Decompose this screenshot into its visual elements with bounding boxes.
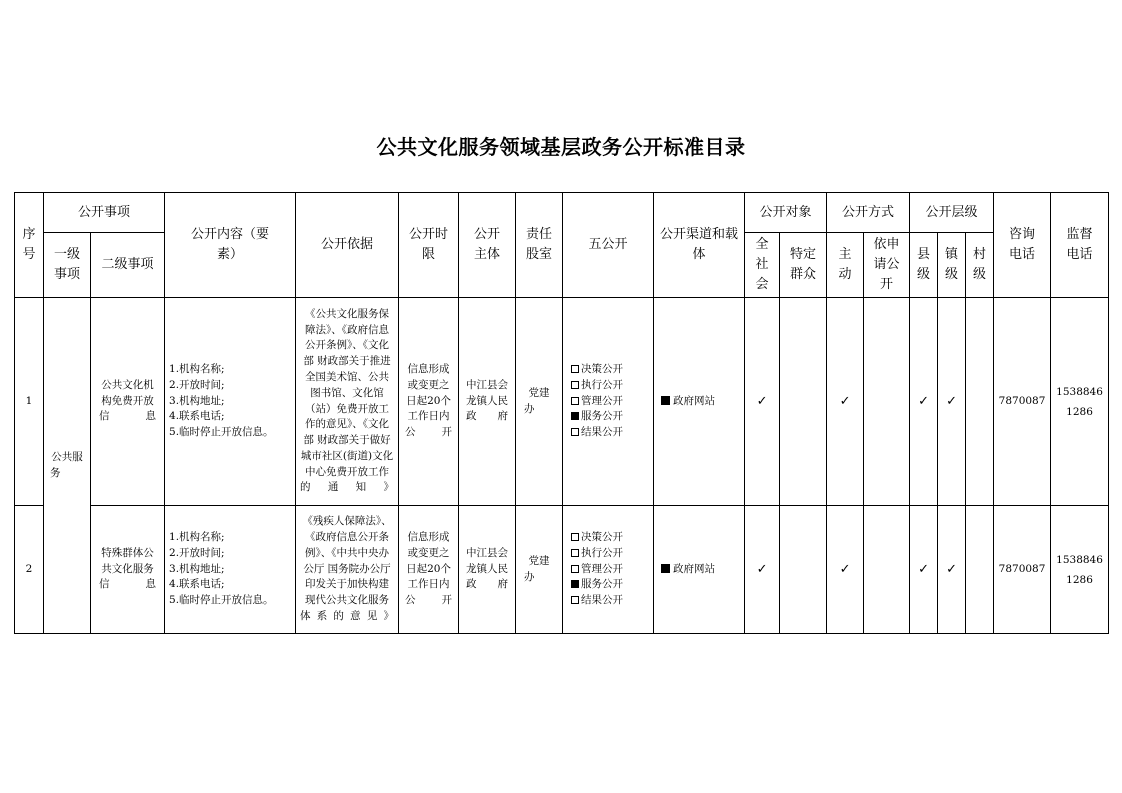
header-channel: 公开渠道和载体 [654,193,745,298]
row-content: 1.机构名称; 2.开放时间; 3.机构地址; 4.联系电话; 5.临时停止开放信息。 [165,298,296,506]
header-target-group: 公开对象 [745,193,827,233]
header-level1: 一级事项 [44,233,91,298]
check-level-town: ✓ [938,298,966,506]
row-content: 1.机构名称; 2.开放时间; 3.机构地址; 4.联系电话; 5.临时停止开放信息。 [165,506,296,634]
header-target-specific: 特定群众 [780,233,827,298]
checkbox-icon [571,381,579,389]
check-target-all: ✓ [745,506,780,634]
cell-target-specific [780,506,827,634]
header-five: 五公开 [563,193,654,298]
row-dept: 党建办 [516,506,563,634]
checkbox-icon [571,365,579,373]
header-target-all: 全社会 [745,233,780,298]
row-seq: 1 [15,298,44,506]
five-item: 服务公开 [571,577,653,593]
header-level-town: 镇级 [938,233,966,298]
check-level-county: ✓ [910,506,938,634]
cell-level-village [966,506,994,634]
cell-level-village [966,298,994,506]
header-method-group: 公开方式 [827,193,910,233]
header-supervise: 监督电话 [1051,193,1109,298]
five-item: 执行公开 [571,546,653,562]
check-method-active: ✓ [827,298,864,506]
table-row [15,506,1109,634]
filled-square-icon [661,396,670,405]
checkbox-checked-icon [571,412,579,420]
header-seq: 序号 [15,193,44,298]
five-item: 决策公开 [571,530,653,546]
checkbox-icon [571,565,579,573]
row-time: 信息形成或变更之日起20个工作日内公开 [399,506,459,634]
header-method-active: 主动 [827,233,864,298]
row-seq: 2 [15,506,44,634]
five-item: 执行公开 [571,378,653,394]
cell-method-request [864,298,910,506]
row-basis: 《残疾人保障法》、《政府信息公开条例》、《中共中央办公厅 国务院办公厅印发关于加快构建现代公共文化服务体系的意见》 [296,506,399,634]
five-item: 决策公开 [571,362,653,378]
checkbox-icon [571,397,579,405]
row-supervise: 1538846 1286 [1051,506,1109,634]
catalog-table [14,192,1109,634]
header-subject: 公开主体 [459,193,516,298]
header-level2: 二级事项 [91,233,165,298]
row-five [563,298,654,506]
header-time: 公开时限 [399,193,459,298]
check-level-county: ✓ [910,298,938,506]
five-item: 管理公开 [571,562,653,578]
cell-target-specific [780,298,827,506]
row-level1: 公共服务 [44,298,91,634]
checkbox-icon [571,533,579,541]
five-item: 结果公开 [571,593,653,609]
page-title: 公共文化服务领域基层政务公开标准目录 [376,135,746,159]
row-dept: 党建办 [516,298,563,506]
five-item: 管理公开 [571,394,653,410]
checkbox-icon [571,549,579,557]
check-target-all: ✓ [745,298,780,506]
table-row [15,298,1109,506]
check-method-active: ✓ [827,506,864,634]
check-level-town: ✓ [938,506,966,634]
row-consult: 7870087 [994,506,1051,634]
row-five [563,506,654,634]
checkbox-icon [571,596,579,604]
row-consult: 7870087 [994,298,1051,506]
header-level-county: 县级 [910,233,938,298]
header-consult: 咨询电话 [994,193,1051,298]
checkbox-checked-icon [571,580,579,588]
filled-square-icon [661,564,670,573]
checkbox-icon [571,428,579,436]
row-channel: 政府网站 [654,298,745,506]
row-subject: 中江县会龙镇人民政府 [459,506,516,634]
row-channel: 政府网站 [654,506,745,634]
row-time: 信息形成或变更之日起20个工作日内公开 [399,298,459,506]
row-subject: 中江县会龙镇人民政府 [459,298,516,506]
row-basis: 《公共文化服务保障法》、《政府信息公开条例》、《文化部 财政部关于推进全国美术馆、公共图书馆、文化馆（站）免费开放工作的意见》、《文化部 财政部关于做好城市社区(街道)文化中心免费开放工作的通知》 [296,298,399,506]
row-level2: 特殊群体公共文化服务信息 [91,506,165,634]
five-item: 服务公开 [571,409,653,425]
header-dept: 责任股室 [516,193,563,298]
row-supervise: 1538846 1286 [1051,298,1109,506]
header-level-group: 公开层级 [910,193,994,233]
header-level-village: 村级 [966,233,994,298]
row-level2: 公共文化机构免费开放信息 [91,298,165,506]
cell-method-request [864,506,910,634]
header-basis: 公开依据 [296,193,399,298]
five-item: 结果公开 [571,425,653,441]
header-item-group: 公开事项 [44,193,165,233]
header-method-request: 依申请公开 [864,233,910,298]
header-content: 公开内容（要素） [165,193,296,298]
